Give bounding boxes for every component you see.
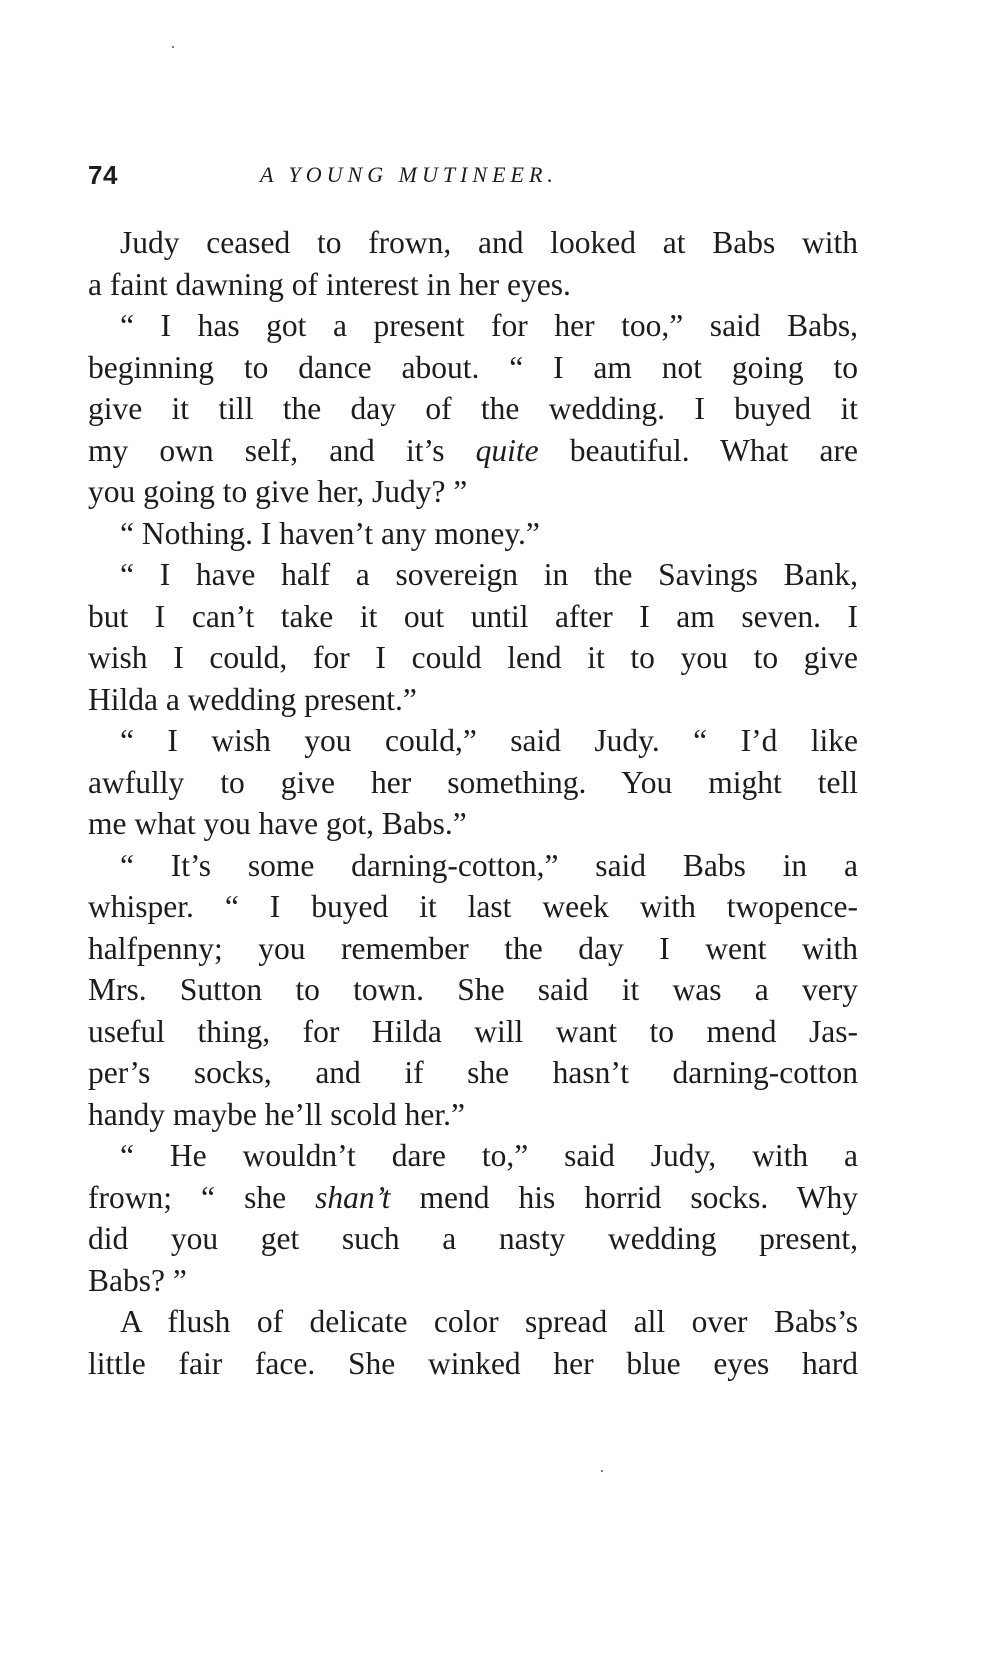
- running-title: A YOUNG MUTINEER.: [260, 162, 558, 187]
- text-line: but I can’t take it out until after I am seven. I: [88, 598, 858, 634]
- text-segment: beautiful. What are: [538, 432, 858, 468]
- text-line: you going to give her, Judy? ”: [88, 474, 468, 509]
- text-line: wish I could, for I could lend it to you to give: [88, 640, 858, 675]
- text-line: awfully to give her something. You might tell: [88, 764, 858, 800]
- text-line: [88, 430, 858, 472]
- text-line: useful thing, for Hilda will want to mend Jas-: [88, 1013, 858, 1049]
- emphasis-text: shan’t: [315, 1179, 391, 1215]
- text-segment: mend his horrid socks. Why: [390, 1179, 859, 1215]
- text-line: “ I have half a sovereign in the Savings Bank,: [120, 557, 858, 592]
- text-line: “ I wish you could,” said Judy. “ I’d like: [120, 723, 858, 758]
- text-line: did you get such a nasty wedding present,: [88, 1221, 858, 1256]
- text-line: handy maybe he’ll scold her.”: [88, 1096, 466, 1132]
- running-head: [88, 160, 848, 200]
- text-line: halfpenny; you remember the day I went with: [88, 930, 858, 966]
- text-line: per’s socks, and if she hasn’t darning-cotton: [88, 1055, 858, 1090]
- text-line: beginning to dance about. “ I am not going to: [88, 349, 858, 385]
- text-line: whisper. “ I buyed it last week with twopence-: [88, 889, 858, 924]
- text-line: give it till the day of the wedding. I buyed it: [88, 391, 858, 426]
- emphasis-text: quite: [475, 432, 539, 468]
- text-line: me what you have got, Babs.”: [88, 806, 467, 841]
- text-line: Mrs. Sutton to town. She said it was a very: [88, 972, 858, 1007]
- ink-speck: [601, 1470, 603, 1472]
- text-line: Hilda a wedding present.”: [88, 681, 417, 717]
- text-line: “ I has got a present for her too,” said Babs,: [120, 308, 858, 343]
- text-line: “ It’s some darning-cotton,” said Babs in a: [120, 847, 858, 883]
- text-line: little fair face. She winked her blue eyes hard: [88, 1345, 858, 1381]
- text-line: a faint dawning of interest in her eyes.: [88, 266, 571, 302]
- text-segment: frown; “ she: [88, 1179, 316, 1215]
- text-line: [88, 1177, 858, 1219]
- text-line: Judy ceased to frown, and looked at Babs with: [120, 225, 858, 260]
- text-line: A flush of delicate color spread all over Babs’s: [120, 1304, 858, 1339]
- text-line: “ He wouldn’t dare to,” said Judy, with a: [120, 1138, 858, 1173]
- text-line: “ Nothing. I haven’t any money.”: [120, 515, 540, 551]
- body-text: [88, 222, 858, 1384]
- ink-speck: [172, 46, 174, 48]
- text-segment: my own self, and it’s: [88, 432, 476, 468]
- page-number: 74: [88, 160, 118, 190]
- text-line: Babs? ”: [88, 1262, 187, 1298]
